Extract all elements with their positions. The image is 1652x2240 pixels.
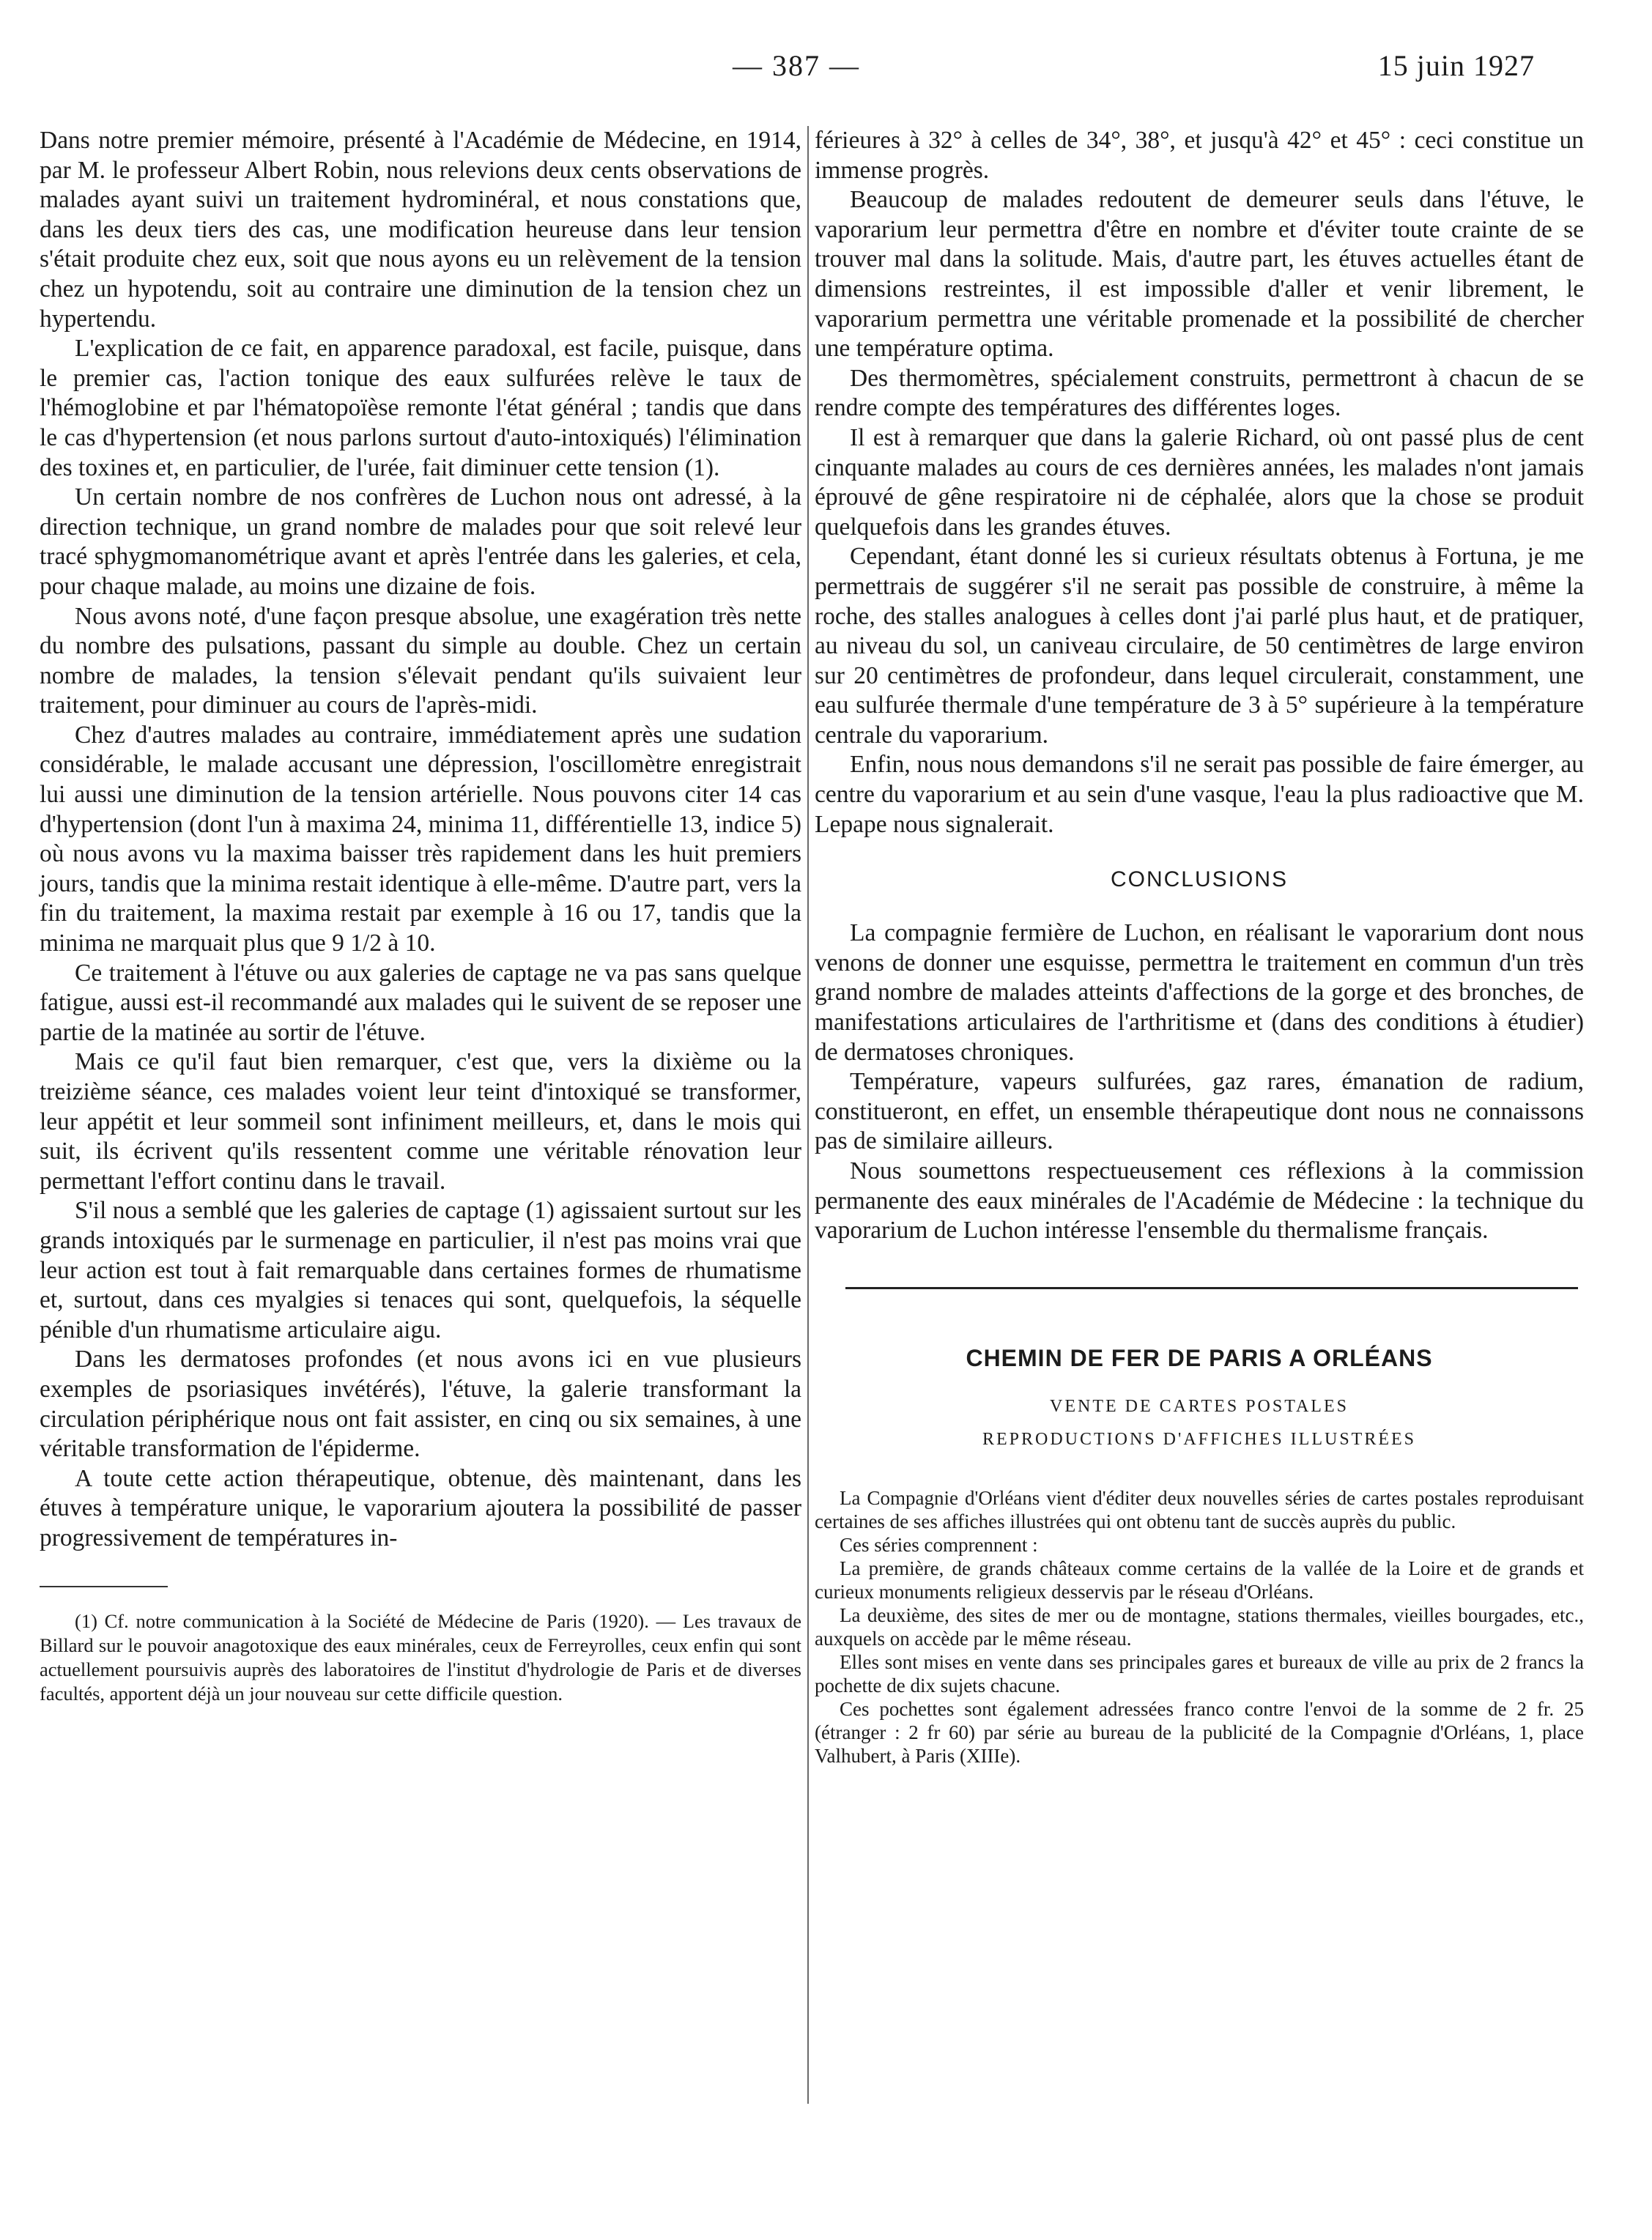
announcement-subtitle: REPRODUCTIONS D'AFFICHES ILLUSTRÉES: [982, 1429, 1417, 1449]
section-divider: [845, 1287, 1578, 1289]
announcement-paragraph: La première, de grands châteaux comme certains de la vallée de la Loire et de grands et curieux monuments religieux desservis par le réseau d'Orléans.: [815, 1557, 1584, 1603]
paragraph: Il est à remarquer que dans la galerie Richard, où ont passé plus de cent cinquante malades au cours de ces dernières années, les malades n'ont jamais éprouvé de gêne respiratoire ni de céphalée, alors que la chose se produit quelquefois dans les grandes étuves.: [815, 423, 1584, 541]
conclusion-paragraph: La compagnie fermière de Luchon, en réalisant le vaporarium dont nous venons de donner une esquisse, permettra le traitement en commun d'un très grand nombre de malades atteints d'affections de la gorge et des bronches, de manifestations articulaires de l'arthritisme et (dans des conditions à étudier) de dermatoses chroniques.: [815, 919, 1584, 1066]
announcement-title: CHEMIN DE FER DE PARIS A ORLÉANS: [966, 1344, 1433, 1371]
announcement-paragraph: La deuxième, des sites de mer ou de montagne, stations thermales, vieilles bourgades, etc., auxquels on accède par le même réseau.: [815, 1603, 1584, 1650]
paragraph: Dans les dermatoses profondes (et nous avons ici en vue plusieurs exemples de psoriasiques invétérés), l'étuve, la galerie transformant la circulation périphérique nous ont fait assister, en cinq ou six semaines, à une véritable transformation de l'épiderme.: [40, 1346, 801, 1463]
paragraph: A toute cette action thérapeutique, obtenue, dès maintenant, dans les étuves à température unique, le vaporarium ajoutera la possibilité de passer progressivement de températures in-: [40, 1464, 801, 1551]
footnote: (1) Cf. notre communication à la Société de Médecine de Paris (1920). — Les travaux de Billard sur le pouvoir anagotoxique des eaux minérales, ceux de Ferreyrolles, ceux enfin qui sont actuellement poursuivis auprès des laboratoires de l'institut d'hydrologie de Paris et de diverses facultés, apportent déjà un jour nouveau sur cette difficile question.: [40, 1609, 801, 1705]
announcement: [815, 1345, 1584, 1768]
paragraph: Un certain nombre de nos confrères de Luchon nous ont adressé, à la direction technique, un grand nombre de malades pour que soit relevé leur tracé sphygmomanométrique avant et après l'entrée dans les galeries, et cela, pour chaque malade, au moins une dizaine de fois.: [40, 483, 801, 600]
left-column: [40, 126, 801, 1706]
paragraph: Ce traitement à l'étuve ou aux galeries de captage ne va pas sans quelque fatigue, aussi est-il recommandé aux malades qui le suivent de se reposer une partie de la matinée au sortir de l'étuve.: [40, 959, 801, 1046]
paragraph: férieures à 32° à celles de 34°, 38°, et jusqu'à 42° et 45° : ceci constitue un immense progrès.: [815, 127, 1584, 184]
paragraph: S'il nous a semblé que les galeries de captage (1) agissaient surtout sur les grands intoxiqués par le surmenage en particulier, il n'est pas moins vrai que leur action est tout à fait remarquable dans certaines formes de rhumatisme et, surtout, dans ces myalgies si tenaces qui sont, quelquefois, la séquelle pénible d'un rhumatisme articulaire aigu.: [40, 1197, 801, 1343]
paragraph: Chez d'autres malades au contraire, immédiatement après une sudation considérable, le malade accusant une dépression, l'oscillomètre enregistrait lui aussi une diminution de la tension artérielle. Nous pouvons citer 14 cas d'hypertension (dont l'un à maxima 24, minima 11, différentielle 13, indice 5) où nous avons vu la maxima baisser très rapidement dans les huit premiers jours, tandis que la minima restait identique à elle-même. D'autre part, vers la fin du traitement, la maxima restait par exemple à 16 ou 17, tandis que la minima ne marquait plus que 9 1/2 à 10.: [40, 721, 801, 957]
announcement-subtitle: VENTE DE CARTES POSTALES: [1050, 1396, 1349, 1416]
paragraph: L'explication de ce fait, en apparence paradoxal, est facile, puisque, dans le premier cas, l'action tonique des eaux sulfurées relève le taux de l'hémoglobine et par l'hématopoïèse remonte l'état général ; tandis que dans le cas d'hypertension (et nous parlons surtout d'auto-intoxiqués) l'élimination des toxines et, en particulier, de l'urée, fait diminuer cette tension (1).: [40, 335, 801, 481]
page-date: 15 juin 1927: [1377, 49, 1535, 82]
paragraph: Cependant, étant donné les si curieux résultats obtenus à Fortuna, je me permettrais de suggérer s'il ne serait pas possible de construire, à même la roche, des stalles analogues à celles dont j'ai parlé plus haut, et de pratiquer, au niveau du sol, un caniveau circulaire, de 50 centimètres de large environ sur 20 centimètres de profondeur, dans lequel circulerait, constamment, une eau sulfurée thermale d'une température de 3 à 5° supérieure à la température centrale du vaporarium.: [815, 543, 1584, 749]
paragraph: Dans notre premier mémoire, présenté à l'Académie de Médecine, en 1914, par M. le professeur Albert Robin, nous relevions deux cents observations de malades ayant suivi un traitement hydrominéral, et nous constations que, dans les deux tiers des cas, une modification heureuse dans leur tension s'était produite chez eux, soit que nous ayons eu un relèvement de la tension chez un hypotendu, soit au contraire une diminution de la tension chez un hypertendu.: [40, 127, 801, 333]
page-number: — 387 —: [733, 49, 860, 82]
paragraph: Nous avons noté, d'une façon presque absolue, une exagération très nette du nombre des pulsations, passant du simple au double. Chez un certain nombre de malades, la tension s'élevait pendant qu'ils suivaient leur traitement, pour diminuer au cours de l'après-midi.: [40, 602, 801, 719]
announcement-paragraph: Ces séries comprennent :: [840, 1533, 1038, 1556]
column-divider: [807, 126, 809, 2104]
paragraph: Enfin, nous nous demandons s'il ne serait pas possible de faire émerger, au centre du vaporarium et au sein d'une vasque, l'eau la plus radioactive que M. Lepape nous signalerait.: [815, 751, 1584, 838]
paragraph: Beaucoup de malades redoutent de demeurer seuls dans l'étuve, le vaporarium leur permettra d'être en nombre et d'éviter toute crainte de se trouver mal dans la solitude. Mais, d'autre part, les étuves actuelles étant de dimensions restreintes, il est impossible d'aller et venir librement, le vaporarium permettra une véritable promenade et la possibilité de chercher une température optima.: [815, 186, 1584, 363]
conclusion-paragraph: Température, vapeurs sulfurées, gaz rares, émanation de radium, constitueront, en effet, un ensemble thérapeutique dont nous ne connaissons pas de similaire ailleurs.: [815, 1068, 1584, 1155]
paragraph: Des thermomètres, spécialement construits, permettront à chacun de se rendre compte des températures des différentes loges.: [815, 364, 1584, 422]
announcement-paragraph: La Compagnie d'Orléans vient d'éditer deux nouvelles séries de cartes postales reproduisant certaines de ses affiches illustrées qui ont obtenu tant de succès auprès du public.: [815, 1486, 1584, 1532]
conclusions-heading: CONCLUSIONS: [1110, 867, 1289, 892]
right-column: [815, 126, 1584, 1768]
announcement-paragraph: Ces pochettes sont également adressées franco contre l'envoi de la somme de 2 fr. 25 (étranger : 2 fr 60) par série au bureau de la publicité de la Compagnie d'Orléans, 1, place Valhubert, à Paris (XIIIe).: [815, 1697, 1584, 1767]
paragraph: Mais ce qu'il faut bien remarquer, c'est que, vers la dixième ou la treizième séance, ces malades voient leur teint d'intoxiqué se transformer, leur appétit et leur sommeil sont infiniment meilleurs, et, dans le mois qui suit, ils écrivent qu'ils ressentent comme une véritable rénovation leur permettant l'effort continu dans le travail.: [40, 1048, 801, 1195]
footnote-separator: [40, 1586, 168, 1587]
conclusion-paragraph: Nous soumettons respectueusement ces réflexions à la commission permanente des eaux minérales de l'Académie de Médecine : la technique du vaporarium de Luchon intéresse l'ensemble du thermalisme français.: [815, 1157, 1584, 1245]
page-header: [0, 48, 1652, 92]
announcement-paragraph: Elles sont mises en vente dans ses principales gares et bureaux de ville au prix de 2 francs la pochette de dix sujets chacune.: [815, 1650, 1584, 1696]
